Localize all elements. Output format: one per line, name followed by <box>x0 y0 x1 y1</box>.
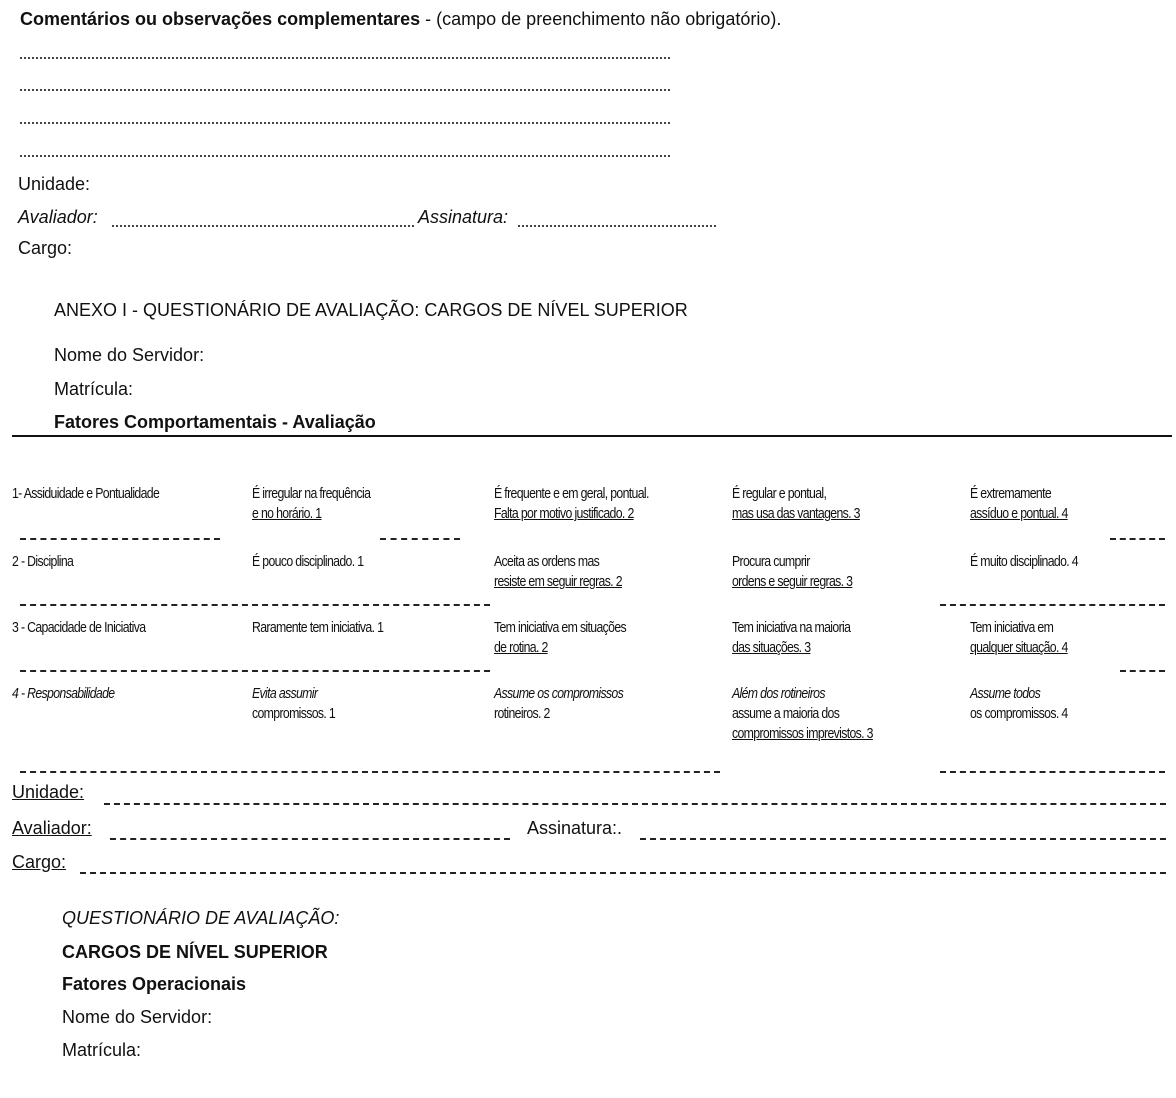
factor-4-level-1[interactable]: Evita assumir compromissos. 1 <box>252 685 336 722</box>
questionnaire2-title: QUESTIONÁRIO DE AVALIAÇÃO: <box>62 908 340 928</box>
form1-assinatura-label: Assinatura: <box>418 207 509 227</box>
form2-assinatura-field[interactable] <box>640 838 1166 840</box>
factor-2-level-2[interactable]: Aceita as ordens mas resiste em seguir regras. 2 <box>494 553 622 590</box>
form1-avaliador-label: Avaliador: <box>18 207 98 227</box>
row-1-rule <box>380 538 460 540</box>
factor-4-level-3[interactable]: Além dos rotineiros assume a maioria dos compromissos imprevistos. 3 <box>732 685 873 742</box>
form1-cargo-label: Cargo: <box>18 238 73 258</box>
questionnaire2-subtitle: CARGOS DE NÍVEL SUPERIOR <box>62 942 328 962</box>
section-divider <box>12 435 1172 437</box>
annex-nome-label: Nome do Servidor: <box>54 345 205 365</box>
comment-line-1[interactable] <box>20 57 670 59</box>
comment-line-2[interactable] <box>20 89 670 91</box>
factor-1-name: 1- Assiduidade e Pontualidade <box>12 485 160 502</box>
questionnaire2-nome-label: Nome do Servidor: <box>62 1007 213 1027</box>
form2-unidade-field[interactable] <box>104 803 1166 805</box>
factor-3-level-1[interactable]: Raramente tem iniciativa. 1 <box>252 619 384 636</box>
annex-title: ANEXO I - QUESTIONÁRIO DE AVALIAÇÃO: CARGOS DE NÍVEL SUPERIOR <box>54 300 688 320</box>
factor-1-level-3[interactable]: É regular e pontual, mas usa das vantagens. 3 <box>732 485 860 522</box>
factor-3-level-2[interactable]: Tem iniciativa em situações de rotina. 2 <box>494 619 627 656</box>
form2-avaliador-label: Avaliador: <box>12 818 92 838</box>
row-4-rule <box>940 771 1165 773</box>
row-1-rule <box>1110 538 1165 540</box>
factor-2-level-4[interactable]: É muito disciplinado. 4 <box>970 553 1078 570</box>
questionnaire2-section: Fatores Operacionais <box>62 974 247 994</box>
row-2-rule <box>20 604 490 606</box>
factor-4-level-2[interactable]: Assume os compromissos rotineiros. 2 <box>494 685 624 722</box>
form1-unidade-label: Unidade: <box>18 174 91 194</box>
form2-cargo-field[interactable] <box>80 872 1166 874</box>
factor-3-level-4[interactable]: Tem iniciativa em qualquer situação. 4 <box>970 619 1068 656</box>
factor-4-name: 4 - Responsabilidade <box>12 685 115 702</box>
annex-section-title: Fatores Comportamentais - Avaliação <box>54 412 376 432</box>
comment-line-3[interactable] <box>20 122 670 124</box>
questionnaire2-matricula-label: Matrícula: <box>62 1040 142 1060</box>
form2-cargo-label: Cargo: <box>12 852 67 872</box>
row-3-rule <box>20 670 490 672</box>
factor-3-name: 3 - Capacidade de Iniciativa <box>12 619 146 636</box>
row-1-rule <box>20 538 220 540</box>
factor-1-level-1[interactable]: É irregular na frequência e no horário. 1 <box>252 485 371 522</box>
row-2-rule <box>940 604 1165 606</box>
factor-1-level-2[interactable]: É frequente e em geral, pontual. Falta por motivo justificado. 2 <box>494 485 649 522</box>
comment-line-4[interactable] <box>20 155 670 157</box>
form2-assinatura-label: Assinatura:. <box>527 818 623 838</box>
comments-note: - (campo de preenchimento não obrigatório). <box>420 9 782 29</box>
form1-assinatura-field[interactable] <box>518 225 716 227</box>
form2-unidade-label: Unidade: <box>12 782 85 802</box>
factor-2-level-1[interactable]: É pouco disciplinado. 1 <box>252 553 364 570</box>
factor-4-level-4[interactable]: Assume todos os compromissos. 4 <box>970 685 1068 722</box>
factor-2-name: 2 - Disciplina <box>12 553 74 570</box>
factor-1-level-4[interactable]: É extremamente assíduo e pontual. 4 <box>970 485 1068 522</box>
form1-avaliador-field[interactable] <box>112 225 414 227</box>
comments-label: Comentários ou observações complementares <box>20 9 421 29</box>
row-4-rule <box>20 771 720 773</box>
form2-avaliador-field[interactable] <box>110 838 510 840</box>
factor-2-level-3[interactable]: Procura cumprir ordens e seguir regras. 3 <box>732 553 853 590</box>
factor-3-level-3[interactable]: Tem iniciativa na maioria das situações. 3 <box>732 619 851 656</box>
annex-matricula-label: Matrícula: <box>54 379 134 399</box>
row-3-rule <box>1120 670 1165 672</box>
comments-heading <box>20 9 781 30</box>
